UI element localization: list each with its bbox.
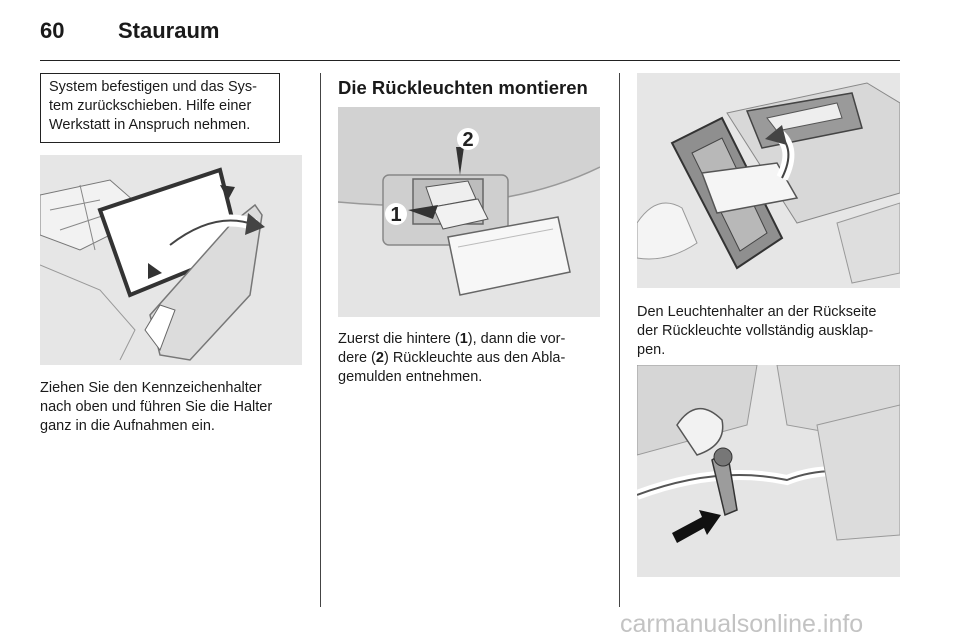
callout-ref-1: 1 — [459, 331, 468, 347]
section-heading: Die Rückleuchten montieren — [338, 77, 588, 98]
caption-line: gemulden entnehmen. — [338, 369, 483, 385]
note-box — [40, 73, 280, 143]
callout-2: 2 — [462, 129, 474, 151]
caption-line: Den Leuchtenhalter an der Rückseite — [637, 304, 877, 320]
page-number: 60 — [40, 18, 65, 43]
caption-line: ganz in die Aufnahmen ein. — [40, 418, 215, 434]
caption-text: ), dann die vor- — [467, 331, 566, 347]
license-plate-illustration — [40, 155, 302, 365]
light-holder-illustration — [637, 73, 900, 288]
caption-text: ) Rückleuchte aus den Abla- — [383, 350, 566, 366]
holder-install-illustration — [637, 365, 900, 577]
page-title: Stauraum — [118, 18, 220, 43]
caption-line: Ziehen Sie den Kennzeichenhalter — [40, 380, 262, 396]
caption-line — [338, 330, 565, 349]
column-divider-left — [320, 73, 321, 607]
rear-light-illustration — [338, 107, 600, 317]
column-divider-right — [619, 73, 620, 607]
watermark: carmanualsonline.info — [620, 610, 864, 638]
caption-middle — [338, 330, 565, 387]
figure-light-holder-back — [637, 73, 900, 288]
header-divider — [40, 60, 900, 61]
note-line: tem zurückschieben. Hilfe einer — [49, 98, 252, 114]
figure-rear-lights — [338, 107, 600, 317]
caption-left — [40, 379, 272, 436]
caption-line: pen. — [637, 342, 666, 358]
figure-light-holder-install — [637, 365, 900, 577]
caption-line: der Rückleuchte vollständig ausklap- — [637, 323, 874, 339]
caption-line — [338, 349, 565, 368]
caption-text: Zuerst die hintere ( — [338, 331, 460, 347]
callout-1: 1 — [390, 204, 402, 226]
caption-right — [637, 303, 876, 360]
figure-license-plate-holder — [40, 155, 302, 365]
caption-line: nach oben und führen Sie die Halter — [40, 399, 273, 415]
note-line: System befestigen und das Sys- — [49, 79, 257, 95]
callout-ref-2: 2 — [375, 350, 384, 366]
caption-text: dere ( — [338, 350, 376, 366]
note-line: Werkstatt in Anspruch nehmen. — [49, 117, 251, 133]
